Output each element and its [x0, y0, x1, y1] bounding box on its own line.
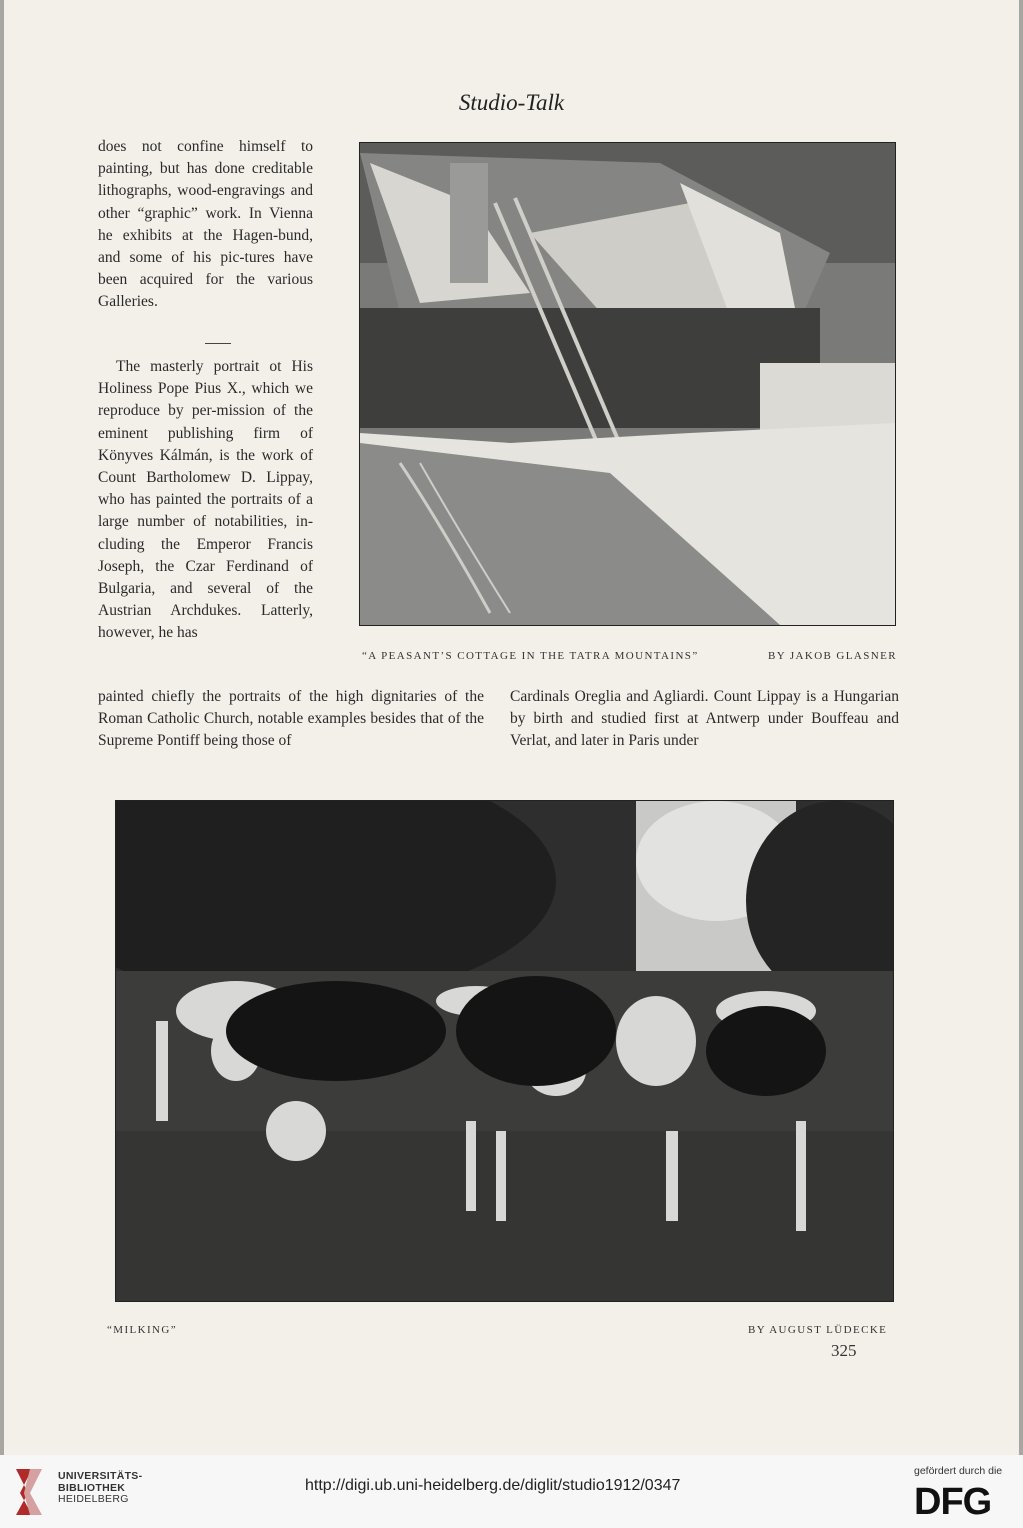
paragraph-4: Cardinals Oreglia and Agliardi. Count Lippay is a Hungarian by birth and studied first at Antwerp under Bouffeau and Verlat, and later in Paris under: [510, 688, 899, 750]
university-library-logo-icon: [12, 1463, 52, 1521]
viewer-footer: [0, 1455, 1023, 1528]
dfg-logo: DFG: [914, 1481, 992, 1523]
permalink-url[interactable]: http://digi.ub.uni-heidelberg.de/diglit/studio1912/0347: [305, 1477, 681, 1494]
plate-milking: [115, 800, 894, 1302]
left-column-text-2: [98, 356, 313, 645]
library-line-3: HEIDELBERG: [58, 1493, 129, 1505]
plate2-caption: “MILKING”: [107, 1324, 178, 1336]
paragraph-3: painted chiefly the portraits of the high dignitaries of the Roman Catholic Church, notable examples besides that of the Supreme Pontiff being those of: [98, 688, 484, 750]
left-column-text: [98, 136, 313, 314]
cottage-illustration: [360, 143, 895, 625]
paragraph-1: does not confine himself to painting, but has done creditable lithographs, wood-engravings and other “graphic” work. In Vienna he exhibits at the Hagen-bund, and some of his pic-tures have been acquired for the various Galleries.: [98, 138, 313, 311]
library-line-1: UNIVERSITÄTS-: [58, 1470, 143, 1482]
library-line-2: BIBLIOTHEK: [58, 1481, 126, 1494]
library-name: [58, 1471, 142, 1506]
running-head: Studio-Talk: [458, 90, 565, 115]
plate2-credit: BY AUGUST LÜDECKE: [748, 1324, 888, 1336]
bottom-left-text: [98, 686, 484, 753]
bottom-right-text: [510, 686, 899, 753]
page-number: 325: [831, 1341, 857, 1360]
document-page: [4, 0, 1019, 1455]
plate1-credit: BY JAKOB GLASNER: [768, 650, 897, 662]
section-rule: [205, 343, 231, 344]
funding-label: gefördert durch die: [914, 1465, 1003, 1477]
milking-illustration: [116, 801, 893, 1301]
plate-peasant-cottage: [359, 142, 896, 626]
plate1-caption: “A PEASANT’S COTTAGE IN THE TATRA MOUNTAINS”: [362, 650, 699, 662]
paragraph-2: The masterly portrait ot His Holiness Pope Pius X., which we reproduce by per-mission of the eminent publishing firm of Könyves Kálmán, is the work of Count Bartholomew D. Lippay, who has painted the portraits of a large number of notabilities, in-cluding the Emperor Francis Joseph, the Czar Ferdinand of Bulgaria, and several of the Austrian Archdukes. Latterly, however, he has: [98, 358, 313, 642]
